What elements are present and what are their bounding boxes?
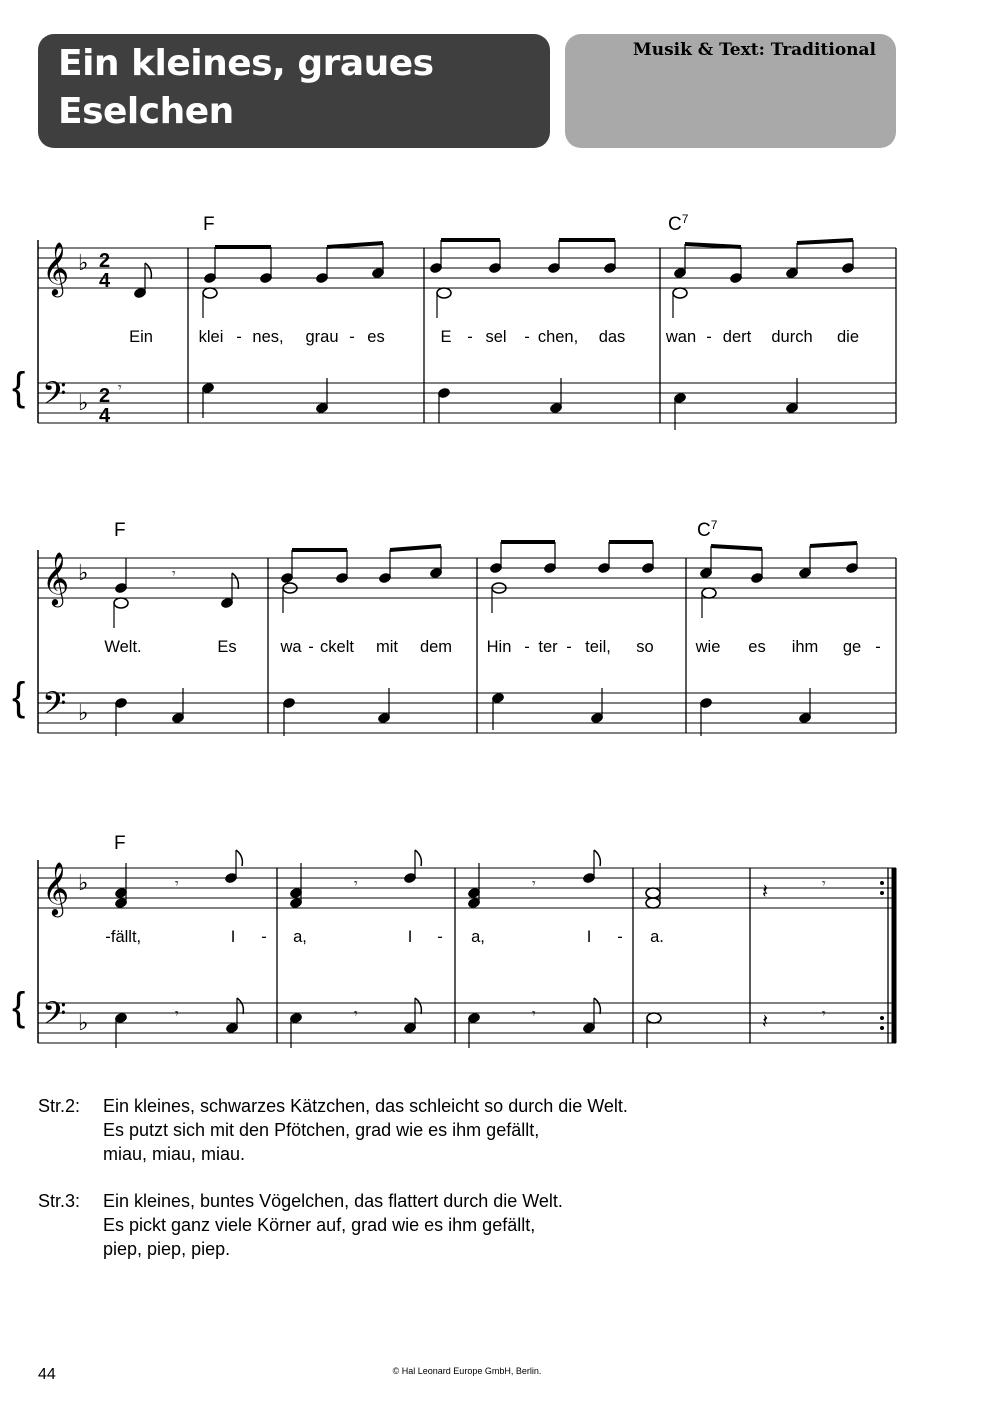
lyric-syllable: so — [636, 638, 654, 656]
lyric-hyphen: - — [236, 328, 242, 346]
grand-staff-brace-icon: { — [12, 675, 26, 719]
treble-clef-icon: 𝄞 — [42, 862, 70, 914]
treble-clef-icon: 𝄞 — [42, 552, 70, 604]
lyric-hyphen: - — [437, 928, 443, 946]
lyric-hyphen: - — [105, 928, 111, 946]
lyric-syllable: mit — [376, 638, 398, 656]
system-1 — [12, 212, 896, 430]
lyric-syllable: a, — [471, 928, 485, 946]
verse-line: Es putzt sich mit den Pfötchen, grad wie es ihm gefällt, — [103, 1120, 540, 1140]
svg-text:𝄾: 𝄾 — [822, 875, 826, 891]
lyric-syllable: nes, — [252, 328, 284, 346]
lyric-hyphen: - — [875, 638, 881, 656]
chord-symbol: $C^7$ — [697, 518, 718, 541]
verse-line: miau, miau, miau. — [103, 1144, 246, 1164]
lyrics-line — [104, 638, 880, 656]
lyric-syllable: I — [407, 928, 413, 946]
credit-text: Musik & Text: Traditional — [632, 40, 876, 60]
bass-clef-icon: 𝄢 — [42, 377, 67, 419]
beam-group — [547, 240, 617, 274]
copyright-notice: © Hal Leonard Europe GmbH, Berlin. — [392, 1366, 542, 1376]
bass-clef-icon: 𝄢 — [42, 687, 67, 729]
lyric-hyphen: - — [566, 638, 572, 656]
verse-number: Str.3: — [38, 1191, 81, 1211]
verse-3 — [38, 1189, 628, 1261]
lyric-syllable: klei — [198, 328, 224, 346]
svg-text:𝄾: 𝄾 — [532, 875, 536, 891]
lyric-syllable: I — [586, 928, 592, 946]
lyric-syllable: wan — [665, 328, 697, 346]
lyric-syllable: wie — [695, 638, 721, 656]
svg-text:𝄾: 𝄾 — [354, 875, 358, 891]
beam-group — [203, 247, 273, 284]
svg-text:𝄾: 𝄾 — [118, 379, 122, 395]
song-title-line-1: Ein kleines, graues — [58, 43, 434, 84]
lyric-hyphen: - — [467, 328, 473, 346]
svg-text:𝄽: 𝄽 — [762, 1011, 769, 1033]
time-signature-top: 2 — [99, 385, 111, 407]
chord-symbol: F — [203, 214, 215, 235]
svg-text:𝄾: 𝄾 — [175, 1005, 179, 1021]
lyric-syllable: ge — [842, 638, 862, 656]
lyric-syllable: es — [748, 638, 766, 656]
grand-staff-brace-icon: { — [12, 985, 26, 1029]
additional-verses — [38, 1094, 628, 1284]
grand-staff-brace-icon: { — [12, 365, 26, 409]
verse-line: Es pickt ganz viele Körner auf, grad wie es ihm gefällt, — [103, 1215, 536, 1235]
system-2 — [12, 518, 896, 736]
lyric-syllable: Welt. — [104, 638, 142, 656]
bass-staff — [38, 693, 896, 733]
verse-line: piep, piep, piep. — [103, 1239, 231, 1259]
repeat-end-barline — [880, 868, 894, 1043]
lyric-syllable: a. — [650, 928, 664, 946]
treble-notes — [133, 240, 855, 318]
lyric-syllable: die — [836, 328, 860, 346]
flat-icon: ♭ — [78, 390, 89, 415]
bass-notes — [118, 378, 799, 430]
chord-symbol: F — [114, 833, 126, 854]
lyrics-line — [129, 328, 859, 346]
beam-group — [798, 543, 859, 579]
beam-group — [429, 240, 502, 274]
lyric-hyphen: - — [617, 928, 623, 946]
lyric-syllable: ter — [538, 638, 558, 656]
lyric-syllable: grau — [305, 328, 339, 346]
lyric-hyphen: - — [308, 638, 314, 656]
bass-notes — [114, 688, 812, 736]
svg-text:𝄾: 𝄾 — [532, 1005, 536, 1021]
lyric-hyphen: - — [524, 328, 530, 346]
lyric-syllable: teil, — [585, 638, 611, 656]
lyric-syllable: Hin — [486, 638, 512, 656]
svg-text:𝄽: 𝄽 — [762, 881, 769, 903]
verse-number: Str.2: — [38, 1096, 81, 1116]
lyric-syllable: ckelt — [320, 638, 354, 656]
flat-icon: ♭ — [78, 560, 89, 585]
chord-symbol: $C^7$ — [668, 212, 689, 235]
lyric-syllable: das — [598, 328, 626, 346]
song-title-line-2: Eselchen — [58, 91, 234, 132]
lyric-syllable: wa — [280, 638, 302, 656]
treble-staff — [38, 558, 896, 598]
svg-text:𝄾: 𝄾 — [172, 565, 176, 581]
lyric-hyphen: - — [706, 328, 712, 346]
verse-line: Ein kleines, schwarzes Kätzchen, das schleicht so durch die Welt. — [103, 1096, 628, 1116]
page-number: 44 — [38, 1366, 56, 1383]
verse-line: Ein kleines, buntes Vögelchen, das flattert durch die Welt. — [103, 1191, 563, 1211]
bass-clef-icon: 𝄢 — [42, 997, 67, 1039]
lyric-hyphen: - — [524, 638, 530, 656]
time-signature-top: 2 — [99, 250, 111, 272]
flat-icon: ♭ — [78, 700, 89, 725]
lyric-hyphen: - — [349, 328, 355, 346]
lyric-syllable: Ein — [129, 328, 153, 346]
flat-icon: ♭ — [78, 870, 89, 895]
lyric-syllable: dert — [722, 328, 752, 346]
lyric-syllable: a, — [293, 928, 307, 946]
lyric-syllable: dem — [419, 638, 453, 656]
beam-group — [378, 546, 443, 584]
lyric-syllable: sel — [485, 328, 507, 346]
treble-notes — [114, 542, 859, 628]
lyric-hyphen: - — [261, 928, 267, 946]
flat-icon: ♭ — [78, 1010, 89, 1035]
time-signature-bottom: 4 — [99, 405, 111, 427]
lyric-syllable: es — [367, 328, 385, 346]
time-signature-bottom: 4 — [99, 270, 111, 292]
lyric-syllable: E — [440, 328, 452, 346]
flat-icon: ♭ — [78, 250, 89, 275]
beam-group — [280, 550, 349, 584]
svg-text:𝄾: 𝄾 — [175, 875, 179, 891]
treble-clef-icon: 𝄞 — [42, 242, 70, 294]
lyric-syllable: ihm — [791, 638, 819, 656]
beam-group — [699, 546, 764, 584]
lyric-syllable: fällt, — [110, 928, 142, 946]
verse-2 — [38, 1094, 628, 1166]
chord-symbol: F — [114, 520, 126, 541]
treble-staff — [38, 248, 896, 288]
system-3 — [12, 833, 896, 1048]
lyric-syllable: Es — [217, 638, 237, 656]
beam-group — [785, 240, 855, 279]
lyric-syllable: durch — [771, 328, 813, 346]
lyric-syllable: I — [230, 928, 236, 946]
svg-text:𝄾: 𝄾 — [354, 1005, 358, 1021]
treble-notes — [114, 850, 826, 909]
bass-staff — [38, 383, 896, 423]
lyrics-line — [105, 928, 664, 946]
svg-text:𝄾: 𝄾 — [822, 1005, 826, 1021]
lyric-syllable: chen, — [537, 328, 579, 346]
